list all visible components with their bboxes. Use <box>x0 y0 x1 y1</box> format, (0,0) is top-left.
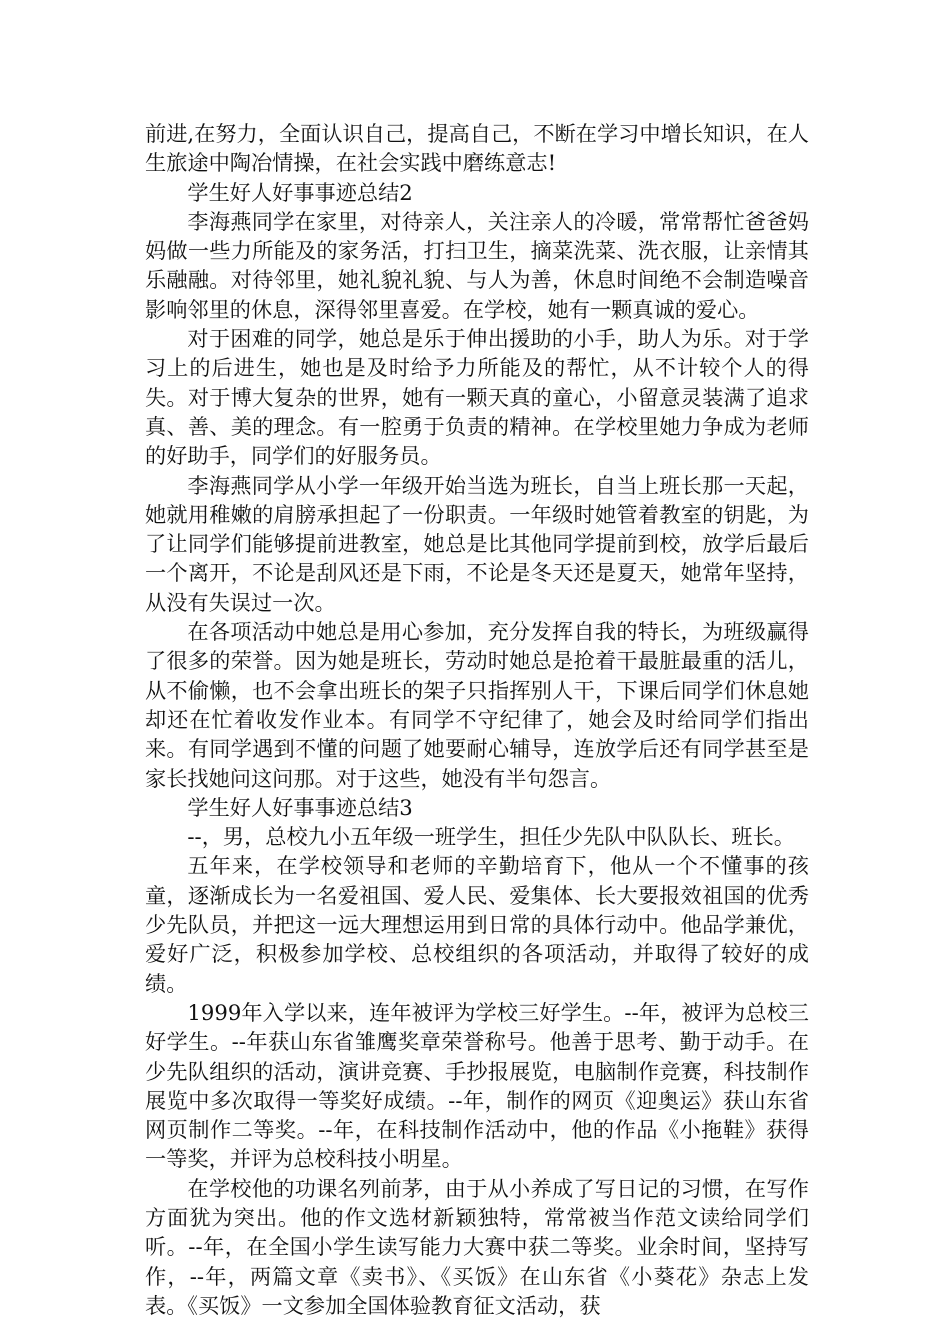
paragraph-intro-ending: 前进,在努力，全面认识自己，提高自己，不断在学习中增长知识，在人生旅途中陶冶情操，在社会实践中磨练意志! <box>145 121 809 176</box>
paragraph-five-years: 五年来，在学校领导和老师的辛勤培育下，他从一个不懂事的孩童，逐渐成长为一名爱祖国、爱人民、爱集体、长大要报效祖国的优秀少先队员，并把这一远大理想运用到日常的具体行动中。他品学兼优，爱好广泛，积极参加学校、总校组织的各项活动，并取得了较好的成绩。 <box>145 853 809 996</box>
document-body <box>145 119 809 1320</box>
paragraph-student-intro: --，男，总校九小五年级一班学生，担任少先队中队队长、班长。 <box>187 824 795 850</box>
paragraph-writing: 在学校他的功课名列前茅，由于从小养成了写日记的习惯，在写作方面犹为突出。他的作文选材新颖独特，常常被当作范文读给同学们听。--年，在全国小学生读写能力大赛中获二等奖。业余时间，坚持写作，--年，两篇文章《卖书》、《买饭》在山东省《小葵花》杂志上发表。《买饭》一文参加全国体验教育征文活动，获 <box>145 1175 809 1318</box>
section-heading-3: 学生好人好事事迹总结3 <box>187 794 413 820</box>
paragraph-class-monitor: 李海燕同学从小学一年级开始当选为班长，自当上班长那一天起，她就用稚嫩的肩膀承担起了一份职责。一年级时她管着教室的钥匙，为了让同学们能够提前进教室，她总是比其他同学提前到校，放学后最后一个离开，不论是刮风还是下雨，不论是冬天还是夏天，她常年坚持，从没有失误过一次。 <box>145 472 809 615</box>
paragraph-activities: 在各项活动中她总是用心参加，充分发挥自我的特长，为班级赢得了很多的荣誉。因为她是班长，劳动时她总是抢着干最脏最重的活儿，从不偷懒，也不会拿出班长的架子只指挥别人干，下课后同学们休息她却还在忙着收发作业本。有同学不守纪律了，她会及时给同学们指出来。有同学遇到不懂的问题了她要耐心辅导，连放学后还有同学甚至是家长找她问这问那。对于这些，她没有半句怨言。 <box>145 619 809 791</box>
paragraph-awards: 1999年入学以来，连年被评为学校三好学生。--年，被评为总校三好学生。--年获山东省雏鹰奖章荣誉称号。他善于思考、勤于动手。在少先队组织的活动，演讲竞赛、手抄报展览，电脑制作竞赛，科技制作展览中多次取得一等奖好成绩。--年，制作的网页《迎奥运》获山东省网页制作二等奖。--年，在科技制作活动中，他的作品《小拖鞋》获得一等奖，并评为总校科技小明星。 <box>145 999 809 1172</box>
paragraph-family-neighbors: 李海燕同学在家里，对待亲人，关注亲人的冷暖，常常帮忙爸爸妈妈做一些力所能及的家务活，打扫卫生，摘菜洗菜、洗衣服，让亲情其乐融融。对待邻里，她礼貌礼貌、与人为善，休息时间绝不会制造噪音影响邻里的休息，深得邻里喜爱。在学校，她有一颗真诚的爱心。 <box>145 208 809 322</box>
section-heading-2: 学生好人好事事迹总结2 <box>187 179 413 205</box>
paragraph-helping-classmates: 对于困难的同学，她总是乐于伸出援助的小手，助人为乐。对于学习上的后进生，她也是及时给予力所能及的帮忙，从不计较个人的得失。对于博大复杂的世界，她有一颗天真的童心，小留意灵装满了追求真、善、美的理念。有一腔勇于负责的精神。在学校里她力争成为老师的好助手，同学们的好服务员。 <box>145 326 809 469</box>
